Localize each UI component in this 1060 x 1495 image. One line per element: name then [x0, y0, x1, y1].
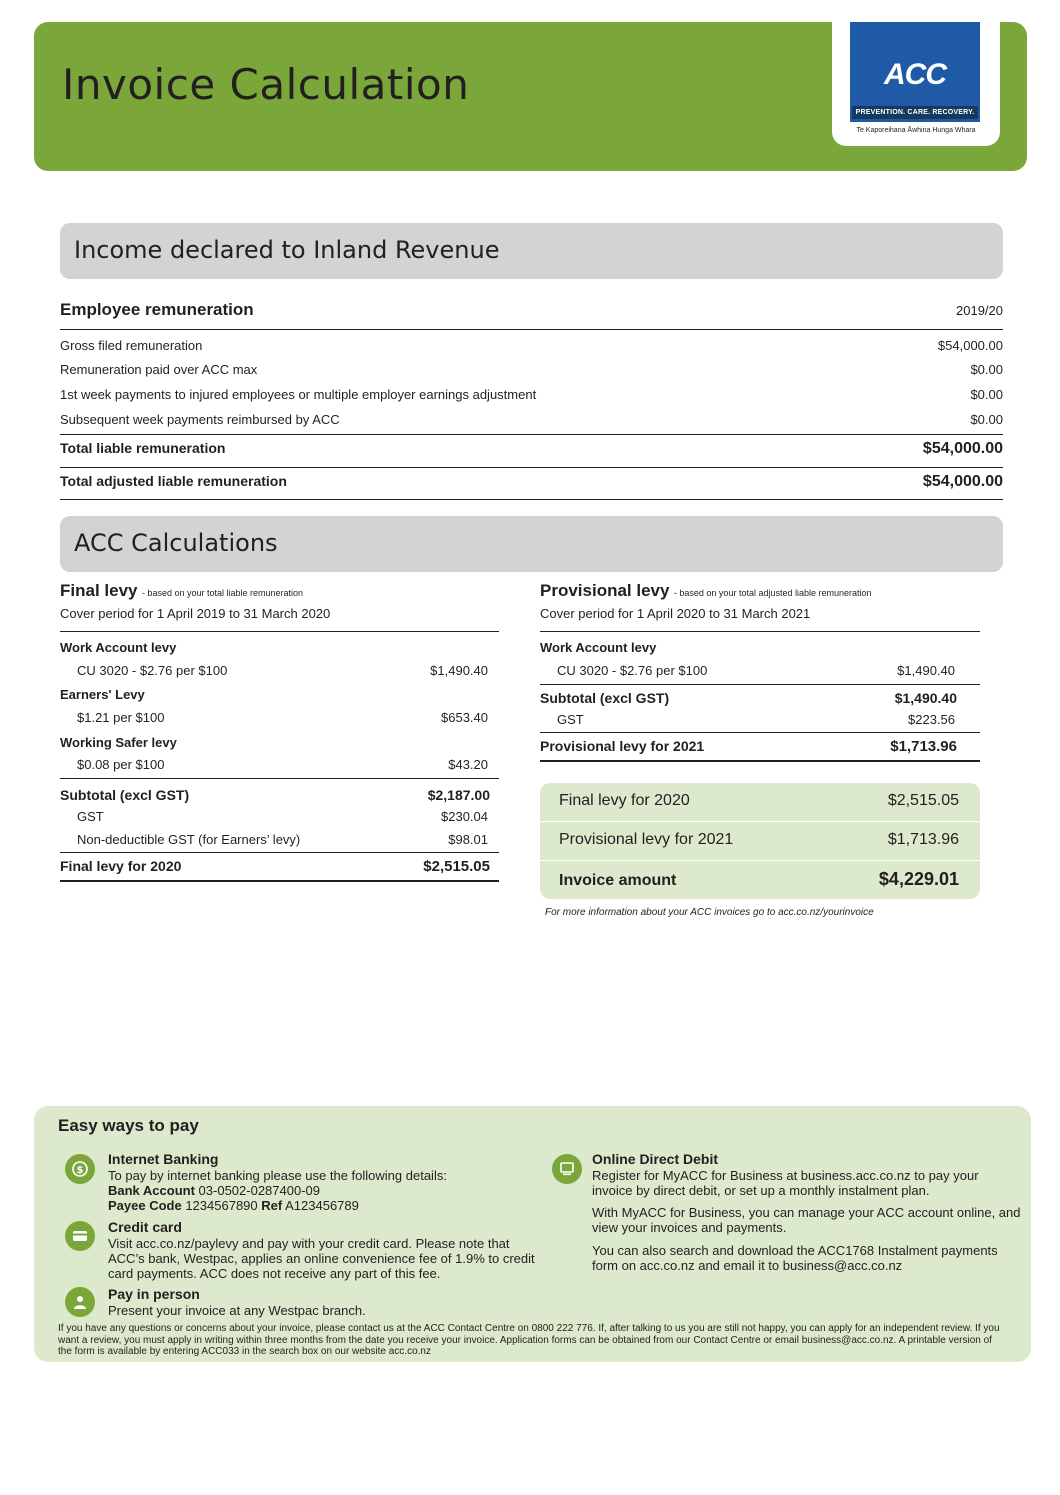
final-levy-note: - based on your total liable remuneration: [141, 588, 304, 598]
bank-account-line: [108, 1183, 528, 1198]
final-work-heading: Work Account levy: [60, 640, 177, 655]
final-earners-value: $653.40: [441, 710, 488, 725]
divider: [540, 732, 980, 733]
prov-work-heading: Work Account levy: [540, 640, 657, 655]
direct-debit-text-1: Register for MyACC for Business at business.acc.co.nz to pay your invoice by direct debit, or set up a monthly instalment plan.: [592, 1168, 979, 1198]
person-icon: [65, 1287, 95, 1317]
internet-banking-line: To pay by internet banking please use the following details:: [108, 1168, 447, 1183]
final-earners-label: $1.21 per $100: [77, 710, 165, 725]
total-adjusted-row: [60, 473, 1003, 491]
divider: [540, 760, 980, 762]
invoice-amount-value: $4,229.01: [878, 869, 959, 889]
summary-invoice-row: [559, 869, 959, 890]
income-row-value: $54,000.00: [937, 338, 1003, 353]
direct-debit-text-3: You can also search and download the ACC1768 Instalment payments form on acc.co.nz and email it to business@acc.co.nz: [592, 1243, 998, 1273]
direct-debit-title: Online Direct Debit: [592, 1151, 719, 1167]
final-work-value: $1,490.40: [430, 663, 488, 678]
page-title: Invoice Calculation: [62, 60, 470, 109]
income-row: [60, 412, 1003, 427]
calc-section-title: ACC Calculations: [74, 529, 278, 557]
summary-divider: [540, 860, 980, 861]
internet-banking-details: [108, 1168, 528, 1213]
ref-label: Ref: [261, 1198, 283, 1213]
final-levy-heading: [60, 581, 303, 601]
divider: [60, 852, 499, 853]
logo-maori-text: Te Kaporeihana Āwhina Hunga Whara: [856, 127, 976, 134]
prov-gst-row: [557, 712, 955, 727]
final-nd-gst-label: Non-deductible GST (for Earners’ levy): [77, 832, 301, 847]
bank-account-label: Bank Account: [108, 1183, 195, 1198]
payee-code-value: 1234567890: [185, 1198, 258, 1213]
divider: [60, 434, 1003, 435]
final-work-row: [77, 663, 488, 678]
credit-card-text: Visit acc.co.nz/paylevy and pay with your credit card. Please note that ACC’s bank, Westpac, applies an online convenience fee of 1.9% to credit card payments. ACC does not receive any part of this fee.: [108, 1236, 535, 1281]
income-row-label: Remuneration paid over ACC max: [60, 362, 258, 377]
divider: [60, 329, 1003, 330]
final-safer-label: $0.08 per $100: [77, 757, 165, 772]
more-info-text: For more information about your ACC invoices go to acc.co.nz/yourinvoice: [545, 907, 874, 918]
income-row-value: $0.00: [970, 362, 1003, 377]
summary-prov-label: Provisional levy for 2021: [559, 831, 734, 848]
provisional-levy-heading: [540, 581, 872, 601]
employee-remuneration-header: [60, 300, 1003, 320]
final-safer-value: $43.20: [448, 757, 488, 772]
final-total-value: $2,515.05: [423, 858, 490, 875]
easy-pay-heading: Easy ways to pay: [58, 1116, 199, 1135]
income-section-bar: [60, 223, 1003, 279]
final-levy-title: Final levy: [60, 581, 138, 600]
income-row-value: $0.00: [970, 387, 1003, 402]
income-row: [60, 362, 1003, 377]
prov-work-label: CU 3020 - $2.76 per $100: [557, 663, 708, 678]
bank-account-value: 03-0502-0287400-09: [198, 1183, 320, 1198]
prov-work-value: $1,490.40: [897, 663, 955, 678]
payee-code-label: Payee Code: [108, 1198, 182, 1213]
prov-gst-value: $223.56: [908, 712, 955, 727]
total-liable-value: $54,000.00: [922, 440, 1003, 457]
income-row-label: Gross filed remuneration: [60, 338, 203, 353]
total-liable-row: [60, 440, 1003, 458]
final-subtotal-value: $2,187.00: [427, 787, 490, 803]
summary-final-row: [559, 792, 959, 810]
income-row: [60, 338, 1003, 353]
divider: [60, 778, 499, 779]
prov-total-value: $1,713.96: [890, 738, 957, 755]
final-safer-row: [77, 757, 488, 772]
final-subtotal-label: Subtotal (excl GST): [60, 787, 190, 803]
final-gst-row: [77, 809, 488, 824]
summary-final-label: Final levy for 2020: [559, 792, 690, 809]
final-safer-heading: Working Safer levy: [60, 735, 177, 750]
divider: [60, 631, 499, 632]
logo-tagline: PREVENTION. CARE. RECOVERY.: [852, 106, 978, 119]
ref-value: A123456789: [285, 1198, 359, 1213]
final-work-label: CU 3020 - $2.76 per $100: [77, 663, 228, 678]
final-nd-gst-value: $98.01: [448, 832, 488, 847]
divider: [540, 684, 980, 685]
income-row: [60, 387, 1003, 402]
svg-text:$: $: [76, 1165, 84, 1176]
final-total-row: [60, 858, 490, 875]
dollar-icon: [65, 1154, 95, 1184]
acc-logo-text: ACC: [884, 58, 946, 91]
summary-divider: [540, 821, 980, 822]
provisional-levy-period: Cover period for 1 April 2020 to 31 March 2021: [540, 606, 811, 621]
provisional-levy-title: Provisional levy: [540, 581, 670, 600]
final-levy-period: Cover period for 1 April 2019 to 31 March 2020: [60, 606, 331, 621]
income-row-value: $0.00: [970, 412, 1003, 427]
total-adjusted-value: $54,000.00: [922, 473, 1003, 490]
prov-subtotal-value: $1,490.40: [894, 690, 957, 706]
pay-in-person-title: Pay in person: [108, 1286, 200, 1302]
final-gst-label: GST: [77, 809, 104, 824]
prov-total-label: Provisional levy for 2021: [540, 738, 705, 754]
divider: [60, 499, 1003, 500]
income-row-label: Subsequent week payments reimbursed by ACC: [60, 412, 340, 427]
credit-card-title: Credit card: [108, 1219, 182, 1235]
final-nd-gst-row: [77, 832, 488, 847]
direct-debit-text-2: With MyACC for Business, you can manage your ACC account online, and view your invoices and payments.: [592, 1205, 1021, 1235]
provisional-levy-note: - based on your total adjusted liable remuneration: [673, 588, 872, 598]
final-earners-heading: Earners' Levy: [60, 687, 145, 702]
prov-work-row: [557, 663, 955, 678]
summary-prov-value: $1,713.96: [887, 831, 959, 848]
invoice-amount-label: Invoice amount: [559, 872, 677, 889]
summary-prov-row: [559, 831, 959, 849]
prov-total-row: [540, 738, 957, 755]
final-gst-value: $230.04: [441, 809, 488, 824]
remuneration-year: 2019/20: [956, 303, 1003, 318]
internet-banking-title: Internet Banking: [108, 1151, 219, 1167]
prov-gst-label: GST: [557, 712, 584, 727]
divider: [60, 467, 1003, 468]
employee-remuneration-heading: Employee remuneration: [60, 300, 254, 319]
pay-in-person-text: Present your invoice at any Westpac branch.: [108, 1303, 366, 1318]
income-section-title: Income declared to Inland Revenue: [74, 236, 500, 264]
footnote-text: If you have any questions or concerns about your invoice, please contact us at the ACC Contact Centre on 0800 222 776. If, after talking to us you are still not happy, you can apply for an independent review. If you want a review, you must apply in writing within three months from the date you receive your invoice. Application forms can be obtained from our Contact Centre or email business@acc.co.nz. A printable version of the form is available by entering ACC033 in the search box on our website acc.co.nz: [58, 1323, 1000, 1357]
payee-line: [108, 1198, 528, 1213]
divider: [540, 631, 980, 632]
total-liable-label: Total liable remuneration: [60, 440, 226, 456]
computer-icon: [552, 1154, 582, 1184]
final-earners-row: [77, 710, 488, 725]
prov-subtotal-row: [540, 690, 957, 706]
income-row-label: 1st week payments to injured employees or multiple employer earnings adjustment: [60, 387, 537, 402]
prov-subtotal-label: Subtotal (excl GST): [540, 690, 670, 706]
final-subtotal-row: [60, 787, 490, 803]
summary-final-value: $2,515.05: [887, 792, 959, 809]
total-adjusted-label: Total adjusted liable remuneration: [60, 473, 287, 489]
credit-card-icon: [65, 1221, 95, 1251]
divider: [60, 880, 499, 882]
final-total-label: Final levy for 2020: [60, 858, 182, 874]
calc-section-bar: [60, 516, 1003, 572]
